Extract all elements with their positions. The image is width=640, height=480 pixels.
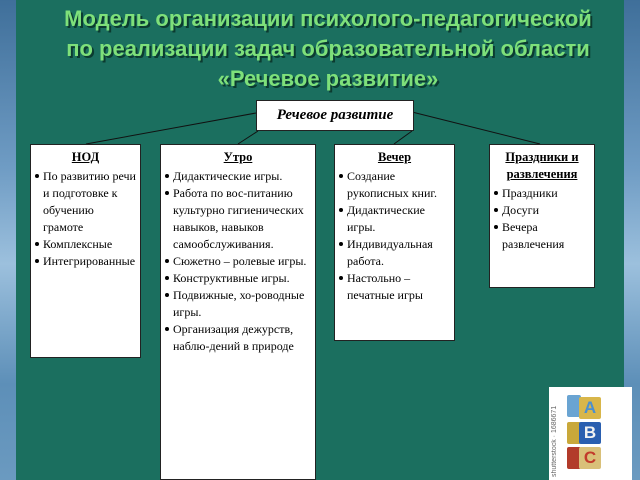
list-item: Создание рукописных книг. — [339, 168, 450, 202]
list-item: Сюжетно – ролевые игры. — [165, 253, 311, 270]
list-item: Подвижные, хо-роводные игры. — [165, 287, 311, 321]
node-heading: Праздники и развлечения — [505, 150, 579, 181]
node-items — [494, 185, 590, 253]
node-items — [165, 168, 311, 355]
title-line-2: по реализации задач образовательной области — [66, 36, 590, 61]
list-item: Досуги — [494, 202, 590, 219]
watermark-text: shutterstock · 1686671 — [551, 405, 558, 477]
block-b: B — [579, 422, 601, 444]
node-items — [339, 168, 450, 304]
list-item: Вечера развлечения — [494, 219, 590, 253]
node-holidays — [489, 144, 595, 288]
list-item: Индивидуальная работа. — [339, 236, 450, 270]
list-item: Праздники — [494, 185, 590, 202]
list-item: Работа по вос-питанию культурно гигиенических навыков, навыков самообслуживания. — [165, 185, 311, 253]
node-vecher — [334, 144, 455, 341]
node-heading: НОД — [71, 150, 100, 164]
list-item: Комплексные — [35, 236, 136, 253]
node-heading: Утро — [223, 150, 253, 164]
list-item: Интегрированные — [35, 253, 136, 270]
block-a: A — [579, 397, 601, 419]
list-item: По развитию речи и подготовке к обучению грамоте — [35, 168, 136, 236]
list-item: Настольно – печатные игры — [339, 270, 450, 304]
node-heading: Вечер — [377, 150, 412, 164]
list-item: Дидактические игры. — [165, 168, 311, 185]
node-nod — [30, 144, 141, 358]
title-line-3: «Речевое развитие» — [217, 66, 439, 91]
node-utro — [160, 144, 316, 480]
list-item: Конструктивные игры. — [165, 270, 311, 287]
block-c: C — [579, 447, 601, 469]
title-line-1: Модель организации психолого-педагогической — [64, 6, 592, 31]
slide-title — [18, 4, 638, 94]
list-item: Организация дежурств, наблю-дений в природе — [165, 321, 311, 355]
list-item: Дидактические игры. — [339, 202, 450, 236]
node-items — [35, 168, 136, 270]
root-node: Речевое развитие — [256, 100, 414, 131]
abc-blocks-image — [549, 387, 632, 480]
